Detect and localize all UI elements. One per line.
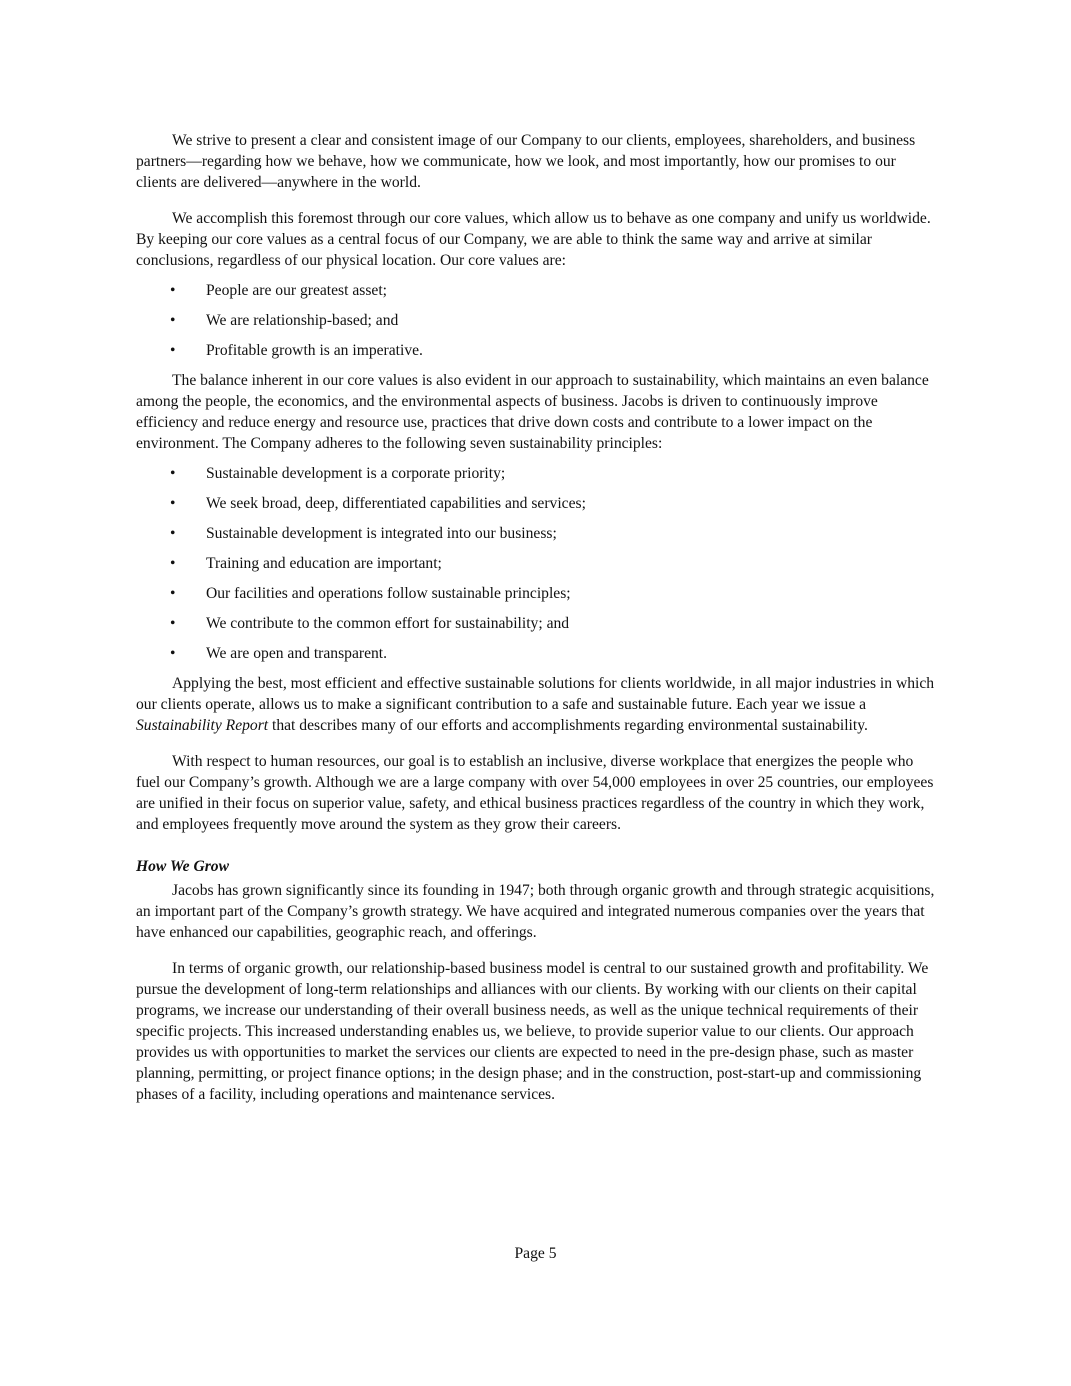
bullet-icon: •	[170, 342, 176, 359]
document-body	[136, 130, 936, 1120]
list-item: • People are our greatest asset;	[170, 282, 387, 299]
sustainability-principles-list	[136, 463, 936, 664]
bullet-icon: •	[170, 282, 176, 299]
paragraph-sustainability-report: Applying the best, most efficient and effective sustainable solutions for clients worldwide, in all major industries in which our clients operate, allows us to make a significant contribution to a safe and sustainable future. Each year we issue a Sustainability Report that describes many of our efforts and accomplishments regarding environmental sustainability.	[136, 675, 935, 734]
list-item: • We seek broad, deep, differentiated capabilities and services;	[170, 495, 586, 512]
list-item: • We contribute to the common effort for sustainability; and	[170, 615, 570, 632]
list-item: • Profitable growth is an imperative.	[170, 342, 423, 359]
core-values-list	[136, 280, 936, 361]
bullet-icon: •	[170, 615, 176, 632]
paragraph-growth-history: Jacobs has grown significantly since its founding in 1947; both through organic growth and through strategic acquisitions, an important part of the Company’s growth strategy. We have acquired and integrated numerous companies over the years that have enhanced our capabilities, geographic reach, and offerings.	[136, 882, 935, 941]
paragraph-human-resources: With respect to human resources, our goal is to establish an inclusive, diverse workplace that energizes the people who fuel our Company’s growth. Although we are a large company with over 54,000 employees in over 25 countries, our employees are unified in their focus on superior value, safety, and ethical business practices regardless of the country in which they work, and employees frequently move around the system as they grow their careers.	[136, 753, 934, 833]
list-item: • Sustainable development is a corporate priority;	[170, 465, 506, 482]
list-item: • Sustainable development is integrated into our business;	[170, 525, 557, 542]
bullet-icon: •	[170, 465, 176, 482]
bullet-icon: •	[170, 555, 176, 572]
sustainability-report-title: Sustainability Report	[136, 717, 269, 734]
paragraph-core-values-intro: We accomplish this foremost through our core values, which allow us to behave as one company and unify us worldwide. By keeping our core values as a central focus of our Company, we are able to think the same way and arrive at similar conclusions, regardless of our physical location. Our core values are:	[136, 210, 931, 269]
bullet-icon: •	[170, 645, 176, 662]
bullet-icon: •	[170, 312, 176, 329]
list-item: • Our facilities and operations follow sustainable principles;	[170, 585, 571, 602]
paragraph-brand-image: We strive to present a clear and consistent image of our Company to our clients, employees, shareholders, and business partners—regarding how we behave, how we communicate, how we look, and most importantly, how our promises to our clients are delivered—anywhere in the world.	[136, 132, 916, 191]
bullet-icon: •	[170, 525, 176, 542]
bullet-icon: •	[170, 495, 176, 512]
page-number: Page 5	[514, 1245, 557, 1262]
paragraph-sustainability: The balance inherent in our core values is also evident in our approach to sustainability, which maintains an even balance among the people, the economics, and the environmental aspects of business. Jacobs is driven to continuously improve efficiency and reduce energy and resource use, practices that drive down costs and contribute to a lower impact on the environment. The Company adheres to the following seven sustainability principles:	[136, 372, 929, 452]
section-heading-how-we-grow: How We Grow	[136, 858, 229, 875]
list-item: • We are open and transparent.	[170, 645, 388, 662]
bullet-icon: •	[170, 585, 176, 602]
list-item: • We are relationship-based; and	[170, 312, 399, 329]
paragraph-organic-growth: In terms of organic growth, our relationship-based business model is central to our sustained growth and profitability. We pursue the development of long-term relationships and alliances with our clients. By working with our clients on their capital programs, we increase our understanding of their overall business needs, as well as the unique technical requirements of their specific projects. This increased understanding enables us, we believe, to provide superior value to our clients. Our approach provides us with opportunities to market the services our clients are expected to need in the pre-design phase, such as master planning, permitting, or project finance options; in the design phase; and in the construction, post-start-up and commissioning phases of a facility, including operations and maintenance services.	[136, 960, 929, 1103]
list-item: • Training and education are important;	[170, 555, 442, 572]
